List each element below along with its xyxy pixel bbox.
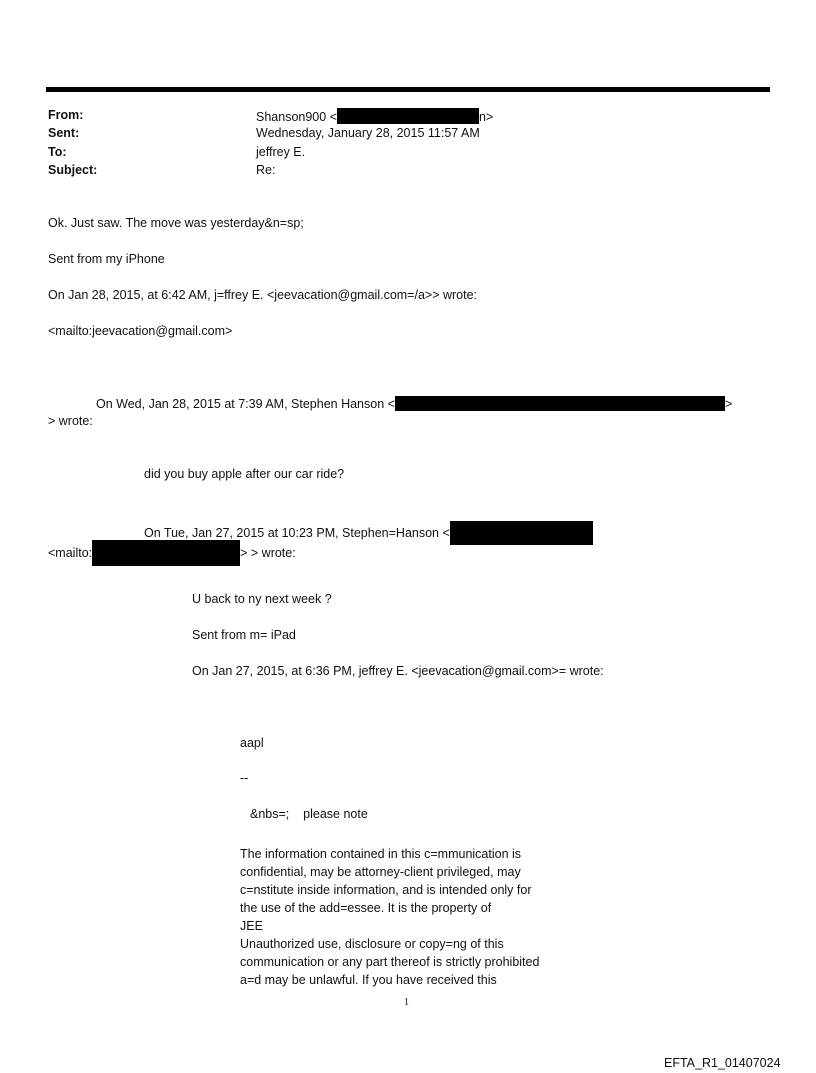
- quoted-text: aapl: [240, 736, 264, 750]
- document-id: EFTA_R1_01407024: [664, 1056, 781, 1070]
- subject-value: Re:: [256, 163, 276, 177]
- redaction-box: [395, 396, 725, 411]
- quote-attribution-text: On Tue, Jan 27, 2015 at 10:23 PM, Stephen=Hanson <: [144, 526, 450, 540]
- disclaimer-line: Unauthorized use, disclosure or copy=ng of this: [240, 937, 504, 951]
- disclaimer-line: the use of the add=essee. It is the property of: [240, 901, 492, 915]
- quoted-text: did you buy apple after our car ride?: [144, 467, 345, 481]
- mailto-prefix: <mailto:: [48, 546, 93, 560]
- disclaimer-line: JEE: [240, 919, 263, 933]
- disclaimer-line: a=d may be unlawful. If you have received this: [240, 973, 497, 987]
- quote-attribution-end: >: [724, 397, 733, 411]
- quote-attribution: On Jan 28, 2015, at 6:42 AM, j=ffrey E. <jeevacation@gmail.com=/a>> wrote:: [48, 288, 478, 302]
- disclaimer-line: c=nstitute inside information, and is intended only for: [240, 883, 532, 897]
- quoted-text: U back to ny next week ?: [192, 592, 332, 606]
- quote-attribution: [96, 396, 732, 411]
- to-label: To:: [48, 145, 67, 159]
- quote-attribution-wrote: > > wrote:: [240, 546, 296, 560]
- signature-separator: --: [240, 771, 249, 785]
- to-value: jeffrey E.: [256, 145, 306, 159]
- disclaimer-line: The information contained in this c=mmunication is: [240, 847, 522, 861]
- quoted-signature: Sent from m= iPad: [192, 628, 296, 642]
- header-rule: [46, 87, 770, 92]
- quote-attribution-text: On Wed, Jan 28, 2015 at 7:39 AM, Stephen Hanson <: [96, 397, 395, 411]
- redaction-box: [337, 108, 479, 124]
- mailto-line: <mailto:jeevacation@gmail.com>: [48, 324, 233, 338]
- from-value-suffix: n>: [478, 110, 494, 124]
- disclaimer-heading: &nbs=; please note: [250, 807, 368, 821]
- redaction-box: [92, 540, 240, 566]
- from-value: [256, 108, 493, 124]
- from-label: From:: [48, 108, 84, 122]
- from-value-prefix: Shanson900 <: [256, 110, 337, 124]
- page-number: 1: [404, 997, 409, 1008]
- signature-line: Sent from my iPhone: [48, 252, 165, 266]
- disclaimer-line: confidential, may be attorney-client privileged, may: [240, 865, 521, 879]
- quote-attribution: On Jan 27, 2015, at 6:36 PM, jeffrey E. <jeevacation@gmail.com>= wrote:: [192, 664, 604, 678]
- sent-label: Sent:: [48, 126, 80, 140]
- body-line: Ok. Just saw. The move was yesterday&n=sp;: [48, 216, 304, 230]
- sent-value: Wednesday, January 28, 2015 11:57 AM: [256, 126, 480, 140]
- disclaimer-paragraph: [240, 845, 600, 989]
- mailto-line: [48, 540, 296, 566]
- redaction-box: [450, 521, 593, 545]
- quote-attribution-wrote: > wrote:: [48, 414, 93, 428]
- disclaimer-line: communication or any part thereof is strictly prohibited: [240, 955, 540, 969]
- subject-label: Subject:: [48, 163, 98, 177]
